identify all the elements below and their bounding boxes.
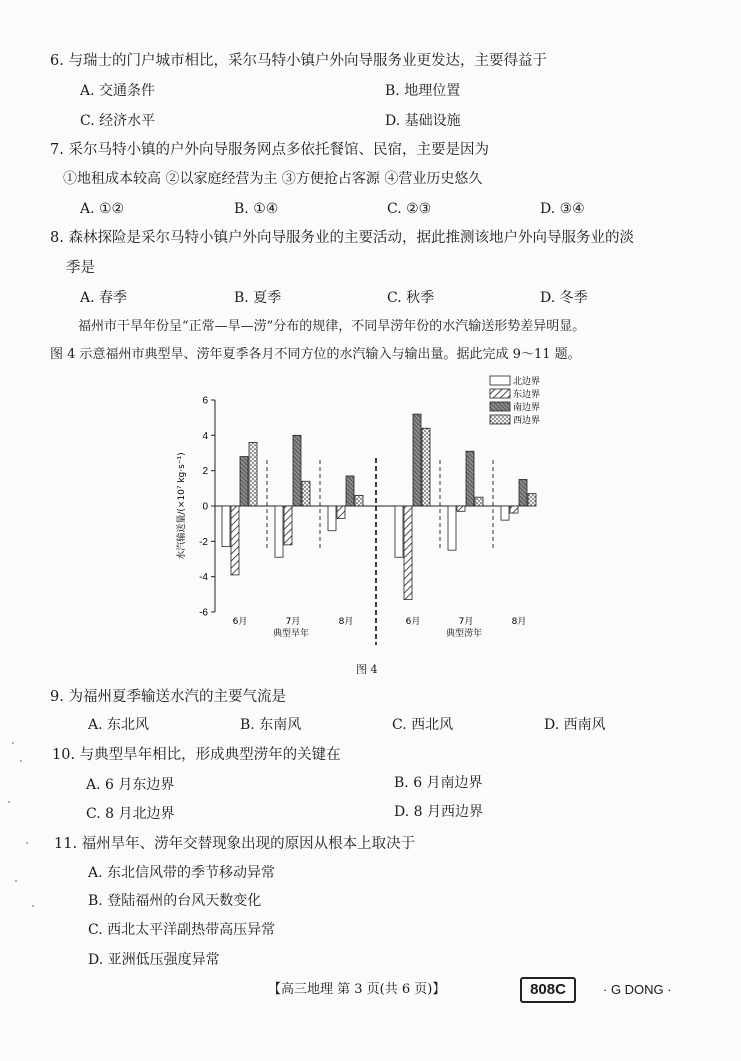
q11-option-c: C. 西北太平洋副热带高压异常 — [88, 922, 276, 938]
q8-stem-line1: 8. 森林探险是采尔马特小镇户外向导服务业的主要活动，据此推测该地户外向导服务业的淡 — [50, 230, 634, 246]
scan-speck — [12, 742, 14, 744]
q7-option-d: D. ③④ — [540, 201, 585, 217]
bar-south — [240, 457, 248, 506]
bar-west — [355, 495, 363, 506]
paper-code: 808C — [520, 977, 576, 1003]
q11-stem: 11. 福州旱年、涝年交替现象出现的原因从根本上取决于 — [54, 836, 416, 852]
legend-label-west: 西边界 — [513, 416, 541, 426]
scan-speck — [20, 760, 22, 762]
y-tick-label: 6 — [202, 395, 208, 407]
legend-swatch-south — [490, 402, 510, 411]
y-tick-label: -4 — [199, 572, 208, 584]
bar-north — [328, 506, 336, 531]
figure-caption: 图 4 — [356, 663, 378, 676]
legend-label-south: 南边界 — [513, 403, 541, 413]
q7-stem: 7. 采尔马特小镇的户外向导服务网点多依托餐馆、民宿，主要是因为 — [50, 142, 489, 158]
brand-mark: · G DONG · — [603, 982, 672, 997]
q8-option-c: C. 秋季 — [387, 290, 435, 306]
bar-north — [275, 506, 283, 557]
scan-speck — [26, 842, 28, 844]
legend-label-north: 北边界 — [513, 377, 541, 387]
bar-west — [475, 497, 483, 506]
q9-option-b: B. 东南风 — [240, 717, 302, 733]
scan-speck — [15, 880, 17, 882]
bar-north — [448, 506, 456, 550]
bar-south — [346, 476, 354, 506]
passage-line2: 图 4 示意福州市典型旱、涝年夏季各月不同方位的水汽输入与输出量。据此完成 9～11 题。 — [50, 347, 581, 362]
q11-option-b: B. 登陆福州的台风天数变化 — [88, 893, 262, 909]
q11-option-a: A. 东北信风带的季节移动异常 — [88, 865, 276, 881]
y-tick-label: -6 — [199, 607, 208, 619]
legend-swatch-north — [490, 376, 510, 385]
bar-south — [413, 414, 421, 506]
bar-east — [284, 506, 292, 545]
q7-items: ①地租成本较高 ②以家庭经营为主 ③方便抢占客源 ④营业历史悠久 — [63, 171, 483, 187]
bar-east — [457, 506, 465, 511]
page-footer: 【高三地理 第 3 页(共 6 页)】 — [268, 982, 446, 997]
bar-south — [293, 435, 301, 506]
water-vapor-chart — [160, 370, 560, 660]
month-label: 7月 — [285, 617, 301, 627]
q7-option-c: C. ②③ — [387, 201, 432, 217]
bar-west — [422, 428, 430, 506]
q8-option-d: D. 冬季 — [540, 290, 588, 306]
y-tick-label: 0 — [202, 501, 208, 513]
q8-option-a: A. 春季 — [80, 290, 128, 306]
bar-south — [466, 451, 474, 506]
bar-north — [501, 506, 509, 520]
q10-option-b: B. 6 月南边界 — [394, 775, 483, 791]
q6-option-d: D. 基础设施 — [385, 113, 461, 129]
bar-west — [528, 494, 536, 506]
y-axis-label: 水汽输送量/(×10⁷ kg·s⁻¹) — [177, 452, 187, 560]
q7-option-b: B. ①④ — [234, 201, 279, 217]
bar-east — [337, 506, 345, 518]
bar-north — [395, 506, 403, 557]
q9-option-d: D. 西南风 — [544, 717, 606, 733]
y-tick-label: 2 — [202, 466, 208, 478]
legend-label-east: 东边界 — [513, 390, 541, 400]
legend-swatch-east — [490, 389, 510, 398]
q7-option-a: A. ①② — [80, 201, 125, 217]
bar-south — [519, 480, 527, 507]
q6-option-c: C. 经济水平 — [80, 113, 156, 129]
q9-option-a: A. 东北风 — [88, 717, 150, 733]
month-label: 8月 — [511, 617, 527, 627]
group-label: 典型旱年 — [272, 629, 310, 639]
q8-option-b: B. 夏季 — [234, 290, 282, 306]
scan-speck — [32, 905, 34, 907]
q10-option-d: D. 8 月西边界 — [394, 804, 483, 820]
q10-stem: 10. 与典型旱年相比，形成典型涝年的关键在 — [52, 747, 341, 763]
bar-east — [231, 506, 239, 575]
y-tick-label: -2 — [199, 536, 208, 548]
passage-line1: 福州市干旱年份呈“正常—旱—涝”分布的规律，不同旱涝年份的水汽输送形势差异明显。 — [78, 319, 586, 334]
q9-option-c: C. 西北风 — [392, 717, 454, 733]
bar-east — [404, 506, 412, 600]
y-tick-label: 4 — [202, 430, 208, 442]
bar-west — [249, 442, 257, 506]
month-label: 6月 — [232, 617, 248, 627]
q8-stem-line2: 季是 — [66, 260, 95, 276]
month-label: 6月 — [405, 617, 421, 627]
q10-option-a: A. 6 月东边界 — [86, 777, 175, 793]
scan-speck — [8, 801, 10, 803]
bar-west — [302, 481, 310, 506]
legend-swatch-west — [490, 415, 510, 424]
q6-stem: 6. 与瑞士的门户城市相比，采尔马特小镇户外向导服务业更发达，主要得益于 — [50, 53, 547, 69]
q9-stem: 9. 为福州夏季输送水汽的主要气流是 — [50, 689, 286, 705]
bar-east — [510, 506, 518, 513]
q6-option-a: A. 交通条件 — [80, 83, 156, 99]
q6-option-b: B. 地理位置 — [385, 83, 461, 99]
q11-option-d: D. 亚洲低压强度异常 — [88, 952, 220, 968]
bar-north — [222, 506, 230, 547]
month-label: 7月 — [458, 617, 474, 627]
group-label: 典型涝年 — [445, 629, 483, 639]
q10-option-c: C. 8 月北边界 — [86, 806, 175, 822]
month-label: 8月 — [338, 617, 354, 627]
